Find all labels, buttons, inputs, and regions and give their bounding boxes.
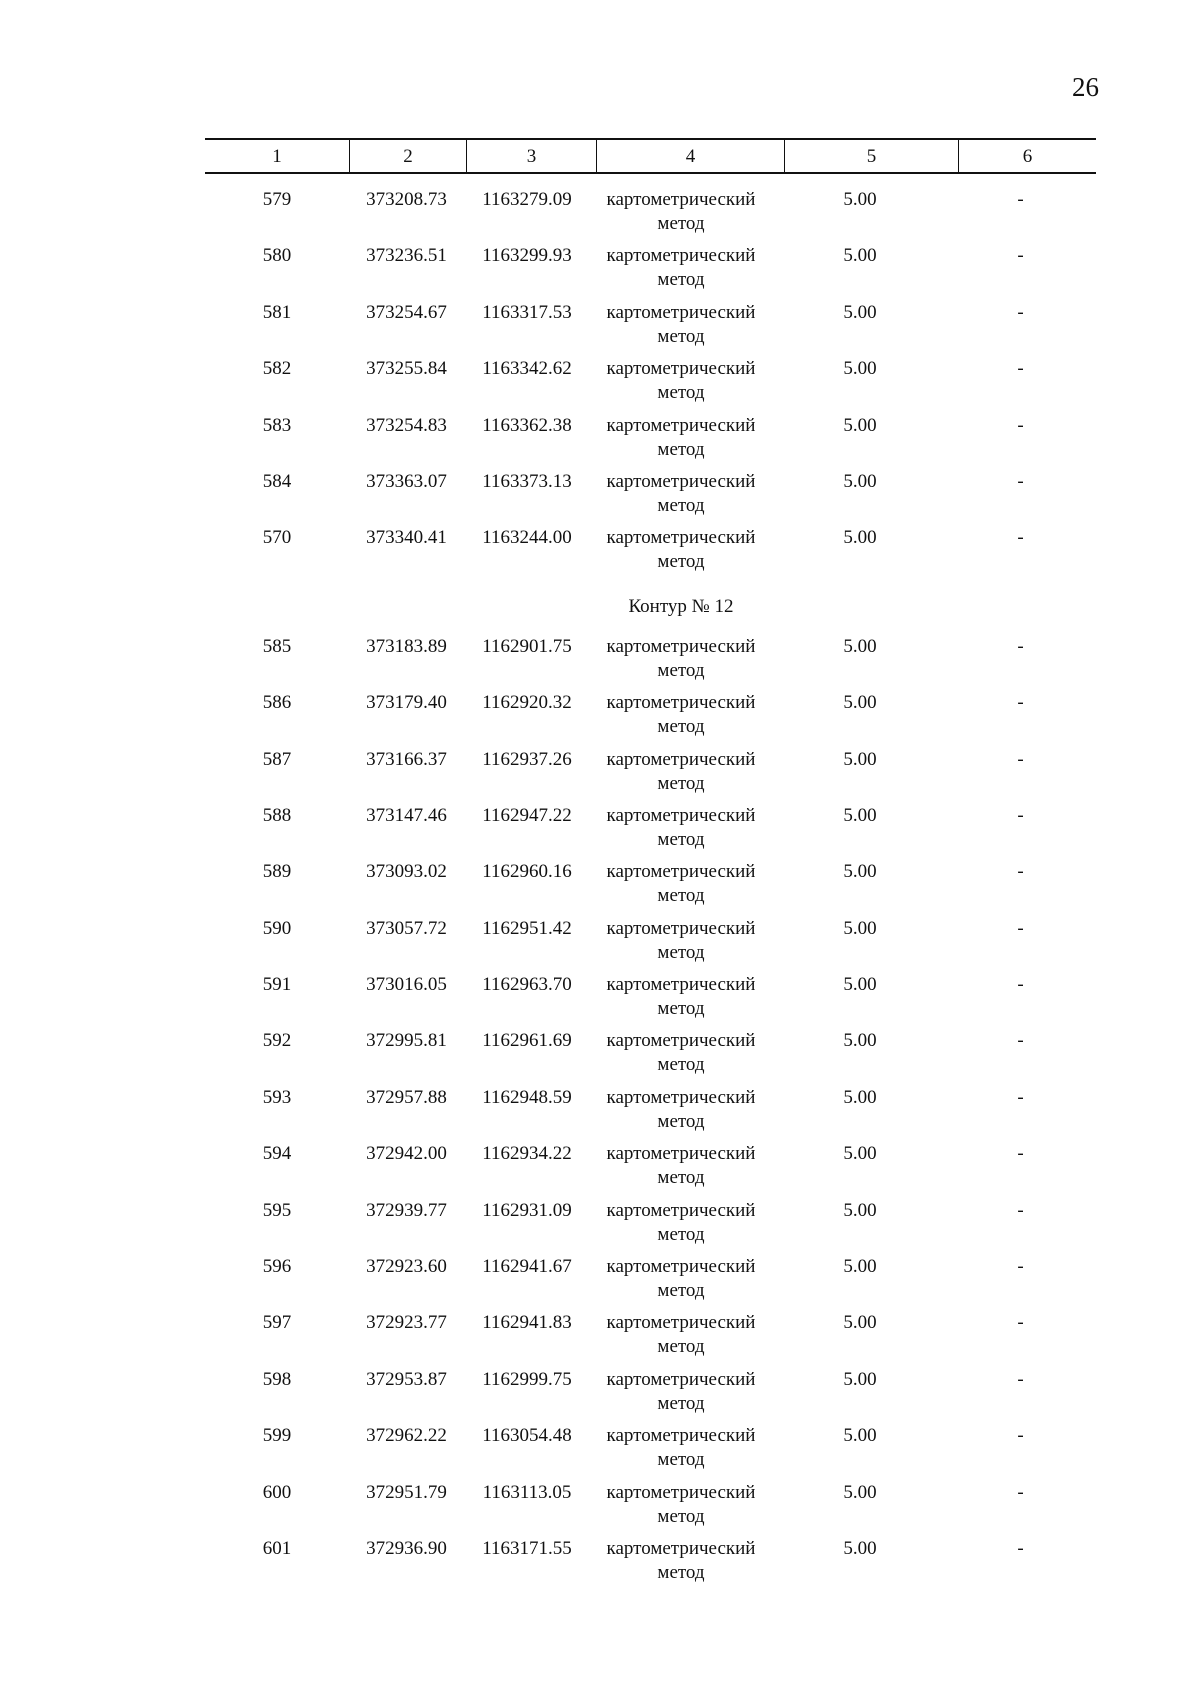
table-row — [205, 748, 1096, 804]
row-group-contour-12 — [205, 635, 1096, 1594]
table-row — [205, 1424, 1096, 1480]
table-row — [205, 1086, 1096, 1142]
method-cell — [587, 414, 775, 462]
column-header-5: 5 — [785, 140, 959, 172]
method-line-1: картометрический — [606, 1030, 756, 1052]
point-number-cell: 584 — [262, 470, 292, 492]
table-row — [205, 860, 1096, 916]
point-number-cell: 591 — [262, 974, 292, 996]
accuracy-cell: 5.00 — [843, 189, 877, 210]
y-coordinate-cell: 1162963.70 — [482, 974, 572, 996]
table-row — [205, 973, 1096, 1029]
x-coordinate-cell: 372962.22 — [366, 1425, 447, 1447]
note-cell: - — [1017, 1312, 1024, 1334]
point-number-cell: 598 — [262, 1368, 292, 1390]
y-coordinate-cell: 1163113.05 — [482, 1481, 572, 1503]
x-coordinate-cell: 373179.40 — [366, 692, 447, 714]
accuracy-cell: 5.00 — [843, 804, 877, 826]
accuracy-cell: 5.00 — [843, 358, 877, 380]
y-coordinate-cell: 1162941.83 — [482, 1312, 572, 1334]
column-header-2: 2 — [350, 140, 467, 172]
method-cell — [587, 470, 775, 518]
method-line-2: метод — [657, 772, 705, 794]
table-row — [205, 1481, 1096, 1537]
y-coordinate-cell: 1163244.00 — [482, 527, 572, 549]
point-number-cell: 583 — [262, 414, 292, 436]
table-row — [205, 1368, 1096, 1424]
note-cell: - — [1017, 1086, 1024, 1108]
method-line-2: метод — [657, 438, 705, 460]
x-coordinate-cell: 372939.77 — [366, 1199, 447, 1221]
column-header-6: 6 — [1022, 146, 1033, 167]
method-line-1: картометрический — [606, 245, 756, 267]
table-row — [205, 917, 1096, 973]
point-number-cell: 592 — [262, 1030, 292, 1052]
x-coordinate-cell: 373254.67 — [366, 301, 447, 323]
y-coordinate-cell: 1162941.67 — [482, 1256, 572, 1278]
method-cell — [587, 1537, 775, 1585]
x-coordinate-cell: 372951.79 — [366, 1481, 447, 1503]
table-row — [205, 1199, 1096, 1255]
table-row — [205, 470, 1096, 526]
x-coordinate-cell: 372957.88 — [366, 1086, 447, 1108]
accuracy-cell: 5.00 — [843, 1199, 877, 1221]
method-line-1: картометрический — [606, 1537, 756, 1559]
method-cell — [587, 244, 775, 292]
y-coordinate-cell: 1163373.13 — [482, 470, 572, 492]
y-coordinate-cell: 1163342.62 — [482, 358, 572, 380]
x-coordinate-cell: 373016.05 — [366, 974, 447, 996]
point-number-cell: 587 — [262, 748, 292, 770]
method-line-1: картометрический — [606, 301, 756, 323]
point-number-cell: 570 — [262, 527, 292, 549]
y-coordinate-cell: 1162960.16 — [482, 861, 572, 883]
method-cell — [587, 691, 775, 739]
point-number-cell: 579 — [262, 189, 292, 210]
table-row — [205, 691, 1096, 747]
table-row — [205, 1311, 1096, 1367]
point-number-cell: 588 — [262, 804, 292, 826]
method-line-2: метод — [657, 1561, 705, 1583]
accuracy-cell: 5.00 — [843, 974, 877, 996]
table-row — [205, 1029, 1096, 1085]
method-cell — [587, 1368, 775, 1416]
point-number-cell: 581 — [262, 301, 292, 323]
x-coordinate-cell: 373340.41 — [366, 527, 447, 549]
accuracy-cell: 5.00 — [843, 748, 877, 770]
table-row — [205, 635, 1096, 691]
note-cell: - — [1017, 470, 1024, 492]
method-line-1: картометрический — [606, 635, 756, 657]
note-cell: - — [1017, 1256, 1024, 1278]
accuracy-cell: 5.00 — [843, 245, 877, 267]
contour-title: Контур № 12 — [628, 595, 734, 617]
note-cell: - — [1017, 1537, 1024, 1559]
x-coordinate-cell: 373254.83 — [366, 414, 447, 436]
method-line-2: метод — [657, 213, 705, 234]
method-line-2: метод — [657, 1110, 705, 1132]
point-number-cell: 593 — [262, 1086, 292, 1108]
accuracy-cell: 5.00 — [843, 1368, 877, 1390]
note-cell: - — [1017, 1030, 1024, 1052]
method-cell — [587, 804, 775, 852]
x-coordinate-cell: 373147.46 — [366, 804, 447, 826]
contour-heading — [205, 595, 1096, 635]
point-number-cell: 597 — [262, 1312, 292, 1334]
method-line-1: картометрический — [606, 917, 756, 939]
accuracy-cell: 5.00 — [843, 1256, 877, 1278]
method-line-2: метод — [657, 941, 705, 963]
table-row — [205, 414, 1096, 470]
point-number-cell: 590 — [262, 917, 292, 939]
method-line-1: картометрический — [606, 861, 756, 883]
accuracy-cell: 5.00 — [843, 1030, 877, 1052]
method-line-1: картометрический — [606, 189, 756, 210]
method-line-2: метод — [657, 885, 705, 907]
x-coordinate-cell: 373057.72 — [366, 917, 447, 939]
method-cell — [587, 188, 775, 236]
y-coordinate-cell: 1162948.59 — [482, 1086, 572, 1108]
table-row — [205, 301, 1096, 357]
method-line-2: метод — [657, 494, 705, 516]
method-line-1: картометрический — [606, 974, 756, 996]
method-cell — [587, 1481, 775, 1529]
method-cell — [587, 526, 775, 574]
method-cell — [587, 357, 775, 405]
method-line-2: метод — [657, 998, 705, 1020]
method-line-1: картометрический — [606, 1425, 756, 1447]
method-cell — [587, 1199, 775, 1247]
method-cell — [587, 1255, 775, 1303]
method-cell — [587, 1086, 775, 1134]
point-number-cell: 586 — [262, 692, 292, 714]
y-coordinate-cell: 1163171.55 — [482, 1537, 572, 1559]
y-coordinate-cell: 1162920.32 — [482, 692, 572, 714]
point-number-cell: 582 — [262, 358, 292, 380]
note-cell: - — [1017, 1368, 1024, 1390]
method-line-2: метод — [657, 1392, 705, 1414]
x-coordinate-cell: 372923.77 — [366, 1312, 447, 1334]
page-number: 26 — [1072, 72, 1099, 102]
table-row — [205, 804, 1096, 860]
note-cell: - — [1017, 917, 1024, 939]
column-header-4: 4 — [597, 140, 785, 172]
point-number-cell: 585 — [262, 635, 292, 657]
note-cell: - — [1017, 861, 1024, 883]
method-line-2: метод — [657, 659, 705, 681]
y-coordinate-cell: 1162947.22 — [482, 804, 572, 826]
table-header — [205, 138, 1096, 174]
method-line-1: картометрический — [606, 527, 756, 549]
note-cell: - — [1017, 804, 1024, 826]
accuracy-cell: 5.00 — [843, 692, 877, 714]
method-cell — [587, 973, 775, 1021]
table-row — [205, 188, 1096, 244]
point-number-cell: 594 — [262, 1143, 292, 1165]
x-coordinate-cell: 373208.73 — [366, 189, 447, 210]
x-coordinate-cell: 372923.60 — [366, 1256, 447, 1278]
note-cell: - — [1017, 527, 1024, 549]
accuracy-cell: 5.00 — [843, 414, 877, 436]
method-line-2: метод — [657, 1505, 705, 1527]
x-coordinate-cell: 373166.37 — [366, 748, 447, 770]
table-row — [205, 1142, 1096, 1198]
note-cell: - — [1017, 748, 1024, 770]
accuracy-cell: 5.00 — [843, 301, 877, 323]
x-coordinate-cell: 373093.02 — [366, 861, 447, 883]
method-line-1: картометрический — [606, 748, 756, 770]
x-coordinate-cell: 373363.07 — [366, 470, 447, 492]
y-coordinate-cell: 1162999.75 — [482, 1368, 572, 1390]
y-coordinate-cell: 1163054.48 — [482, 1425, 572, 1447]
point-number-cell: 596 — [262, 1256, 292, 1278]
method-line-2: метод — [657, 551, 705, 573]
x-coordinate-cell: 373236.51 — [366, 245, 447, 267]
note-cell: - — [1017, 1481, 1024, 1503]
method-line-2: метод — [657, 716, 705, 738]
y-coordinate-cell: 1162961.69 — [482, 1030, 572, 1052]
note-cell: - — [1017, 635, 1024, 657]
method-cell — [587, 748, 775, 796]
method-line-1: картометрический — [606, 1368, 756, 1390]
method-line-1: картометрический — [606, 1143, 756, 1165]
method-line-2: метод — [657, 325, 705, 347]
accuracy-cell: 5.00 — [843, 470, 877, 492]
method-cell — [587, 635, 775, 683]
y-coordinate-cell: 1163299.93 — [482, 245, 572, 267]
accuracy-cell: 5.00 — [843, 1425, 877, 1447]
method-cell — [587, 917, 775, 965]
method-cell — [587, 1029, 775, 1077]
accuracy-cell: 5.00 — [843, 1537, 877, 1559]
method-line-1: картометрический — [606, 1256, 756, 1278]
y-coordinate-cell: 1163362.38 — [482, 414, 572, 436]
point-number-cell: 600 — [262, 1481, 292, 1503]
note-cell: - — [1017, 692, 1024, 714]
note-cell: - — [1017, 301, 1024, 323]
method-line-2: метод — [657, 1280, 705, 1302]
table-row — [205, 1537, 1096, 1593]
y-coordinate-cell: 1163317.53 — [482, 301, 572, 323]
method-cell — [587, 1424, 775, 1472]
method-cell — [587, 1311, 775, 1359]
method-line-2: метод — [657, 382, 705, 404]
method-line-2: метод — [657, 269, 705, 291]
method-line-1: картометрический — [606, 1086, 756, 1108]
x-coordinate-cell: 372936.90 — [366, 1537, 447, 1559]
table-row — [205, 357, 1096, 413]
note-cell: - — [1017, 1143, 1024, 1165]
method-cell — [587, 860, 775, 908]
point-number-cell: 601 — [262, 1537, 292, 1559]
x-coordinate-cell: 372942.00 — [366, 1143, 447, 1165]
point-number-cell: 580 — [262, 245, 292, 267]
table-row — [205, 526, 1096, 582]
method-line-1: картометрический — [606, 414, 756, 436]
note-cell: - — [1017, 189, 1024, 210]
table-row — [205, 1255, 1096, 1311]
method-line-1: картометрический — [606, 692, 756, 714]
accuracy-cell: 5.00 — [843, 917, 877, 939]
y-coordinate-cell: 1162937.26 — [482, 748, 572, 770]
method-line-1: картометрический — [606, 1199, 756, 1221]
x-coordinate-cell: 373183.89 — [366, 635, 447, 657]
method-line-2: метод — [657, 828, 705, 850]
method-line-2: метод — [657, 1223, 705, 1245]
note-cell: - — [1017, 1425, 1024, 1447]
method-line-1: картометрический — [606, 1481, 756, 1503]
y-coordinate-cell: 1163279.09 — [482, 189, 572, 210]
accuracy-cell: 5.00 — [843, 1481, 877, 1503]
accuracy-cell: 5.00 — [843, 1143, 877, 1165]
point-number-cell: 595 — [262, 1199, 292, 1221]
point-number-cell: 589 — [262, 861, 292, 883]
column-header-3: 3 — [467, 140, 597, 172]
method-line-1: картометрический — [606, 1312, 756, 1334]
method-line-2: метод — [657, 1449, 705, 1471]
point-number-cell: 599 — [262, 1425, 292, 1447]
x-coordinate-cell: 373255.84 — [366, 358, 447, 380]
row-group-before-contour — [205, 188, 1096, 583]
note-cell: - — [1017, 974, 1024, 996]
accuracy-cell: 5.00 — [843, 635, 877, 657]
method-line-2: метод — [657, 1054, 705, 1076]
method-line-2: метод — [657, 1336, 705, 1358]
note-cell: - — [1017, 1199, 1024, 1221]
table-row — [205, 244, 1096, 300]
accuracy-cell: 5.00 — [843, 1312, 877, 1334]
accuracy-cell: 5.00 — [843, 527, 877, 549]
y-coordinate-cell: 1162901.75 — [482, 635, 572, 657]
method-cell — [587, 301, 775, 349]
accuracy-cell: 5.00 — [843, 1086, 877, 1108]
x-coordinate-cell: 372995.81 — [366, 1030, 447, 1052]
column-header-1: 1 — [205, 140, 350, 172]
method-line-1: картометрический — [606, 804, 756, 826]
note-cell: - — [1017, 414, 1024, 436]
y-coordinate-cell: 1162931.09 — [482, 1199, 572, 1221]
x-coordinate-cell: 372953.87 — [366, 1368, 447, 1390]
note-cell: - — [1017, 358, 1024, 380]
note-cell: - — [1017, 245, 1024, 267]
y-coordinate-cell: 1162934.22 — [482, 1143, 572, 1165]
method-cell — [587, 1142, 775, 1190]
accuracy-cell: 5.00 — [843, 861, 877, 883]
method-line-1: картометрический — [606, 470, 756, 492]
coordinates-table — [205, 188, 1096, 1593]
y-coordinate-cell: 1162951.42 — [482, 917, 572, 939]
method-line-1: картометрический — [606, 358, 756, 380]
method-line-2: метод — [657, 1167, 705, 1189]
